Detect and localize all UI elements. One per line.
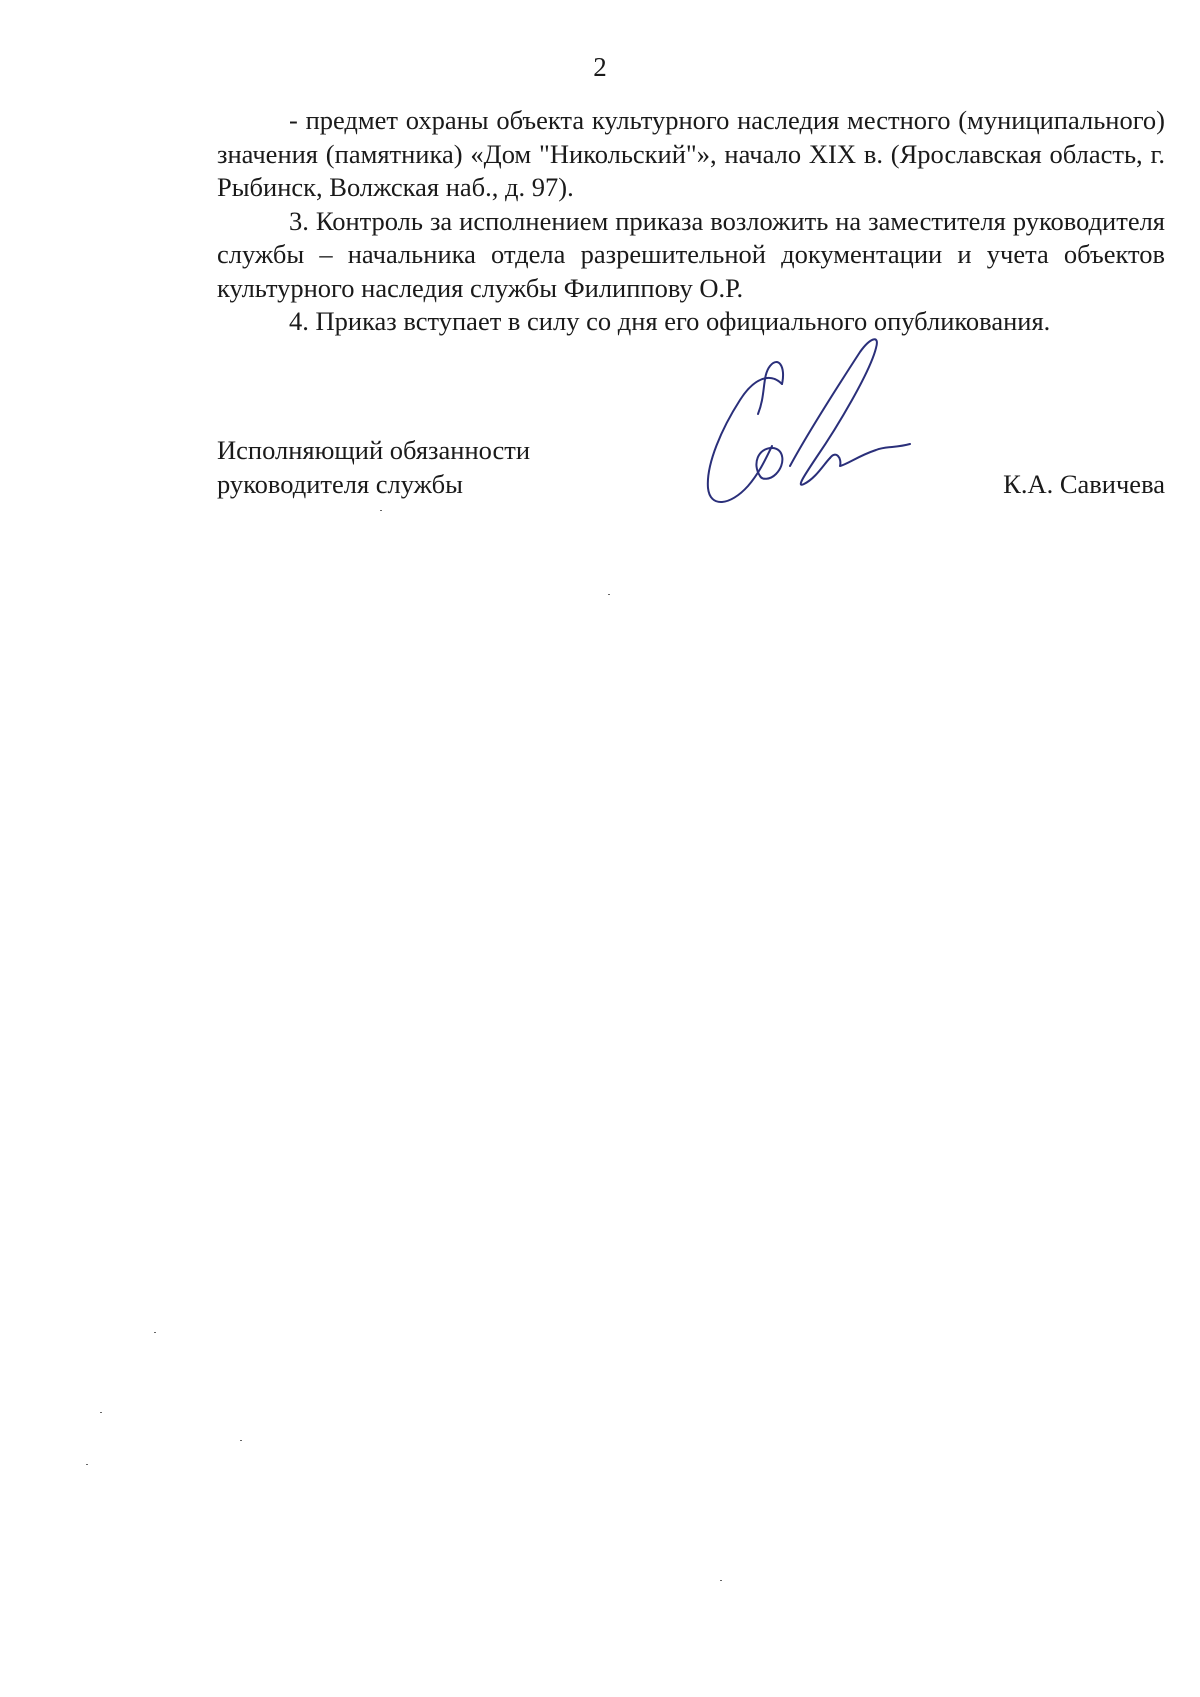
- scan-speck: [720, 1580, 722, 1581]
- signatory-position-line2: руководителя службы: [217, 468, 463, 499]
- paragraph-protection-subject: - предмет охраны объекта культурного наследия местного (муниципального) значения (памятника) «Дом "Никольский"», начало XIX в. (Ярославская область, г. Рыбинск, Волжская наб., д. 97).: [217, 105, 1165, 202]
- signatory-position: [217, 434, 530, 501]
- scan-speck: [240, 1440, 242, 1441]
- page-number: 2: [593, 52, 607, 82]
- scan-speck: [154, 1332, 156, 1333]
- paragraph-effective: 4. Приказ вступает в силу со дня его официального опубликования.: [289, 306, 1051, 336]
- scan-speck: [100, 1412, 102, 1413]
- handwritten-signature: [700, 336, 920, 516]
- signatory-position-line1: Исполняющий обязанности: [217, 435, 531, 465]
- scan-speck: [608, 594, 610, 595]
- scan-speck: [86, 1464, 88, 1465]
- signatory-name: К.А. Савичева: [1003, 469, 1165, 499]
- scan-speck: [380, 510, 382, 511]
- paragraph-control: 3. Контроль за исполнением приказа возложить на заместителя руководителя службы – начальника отдела разрешительной документации и учета объектов культурного наследия службы Филиппову О.Р.: [217, 205, 1165, 303]
- document-body: [217, 104, 1165, 339]
